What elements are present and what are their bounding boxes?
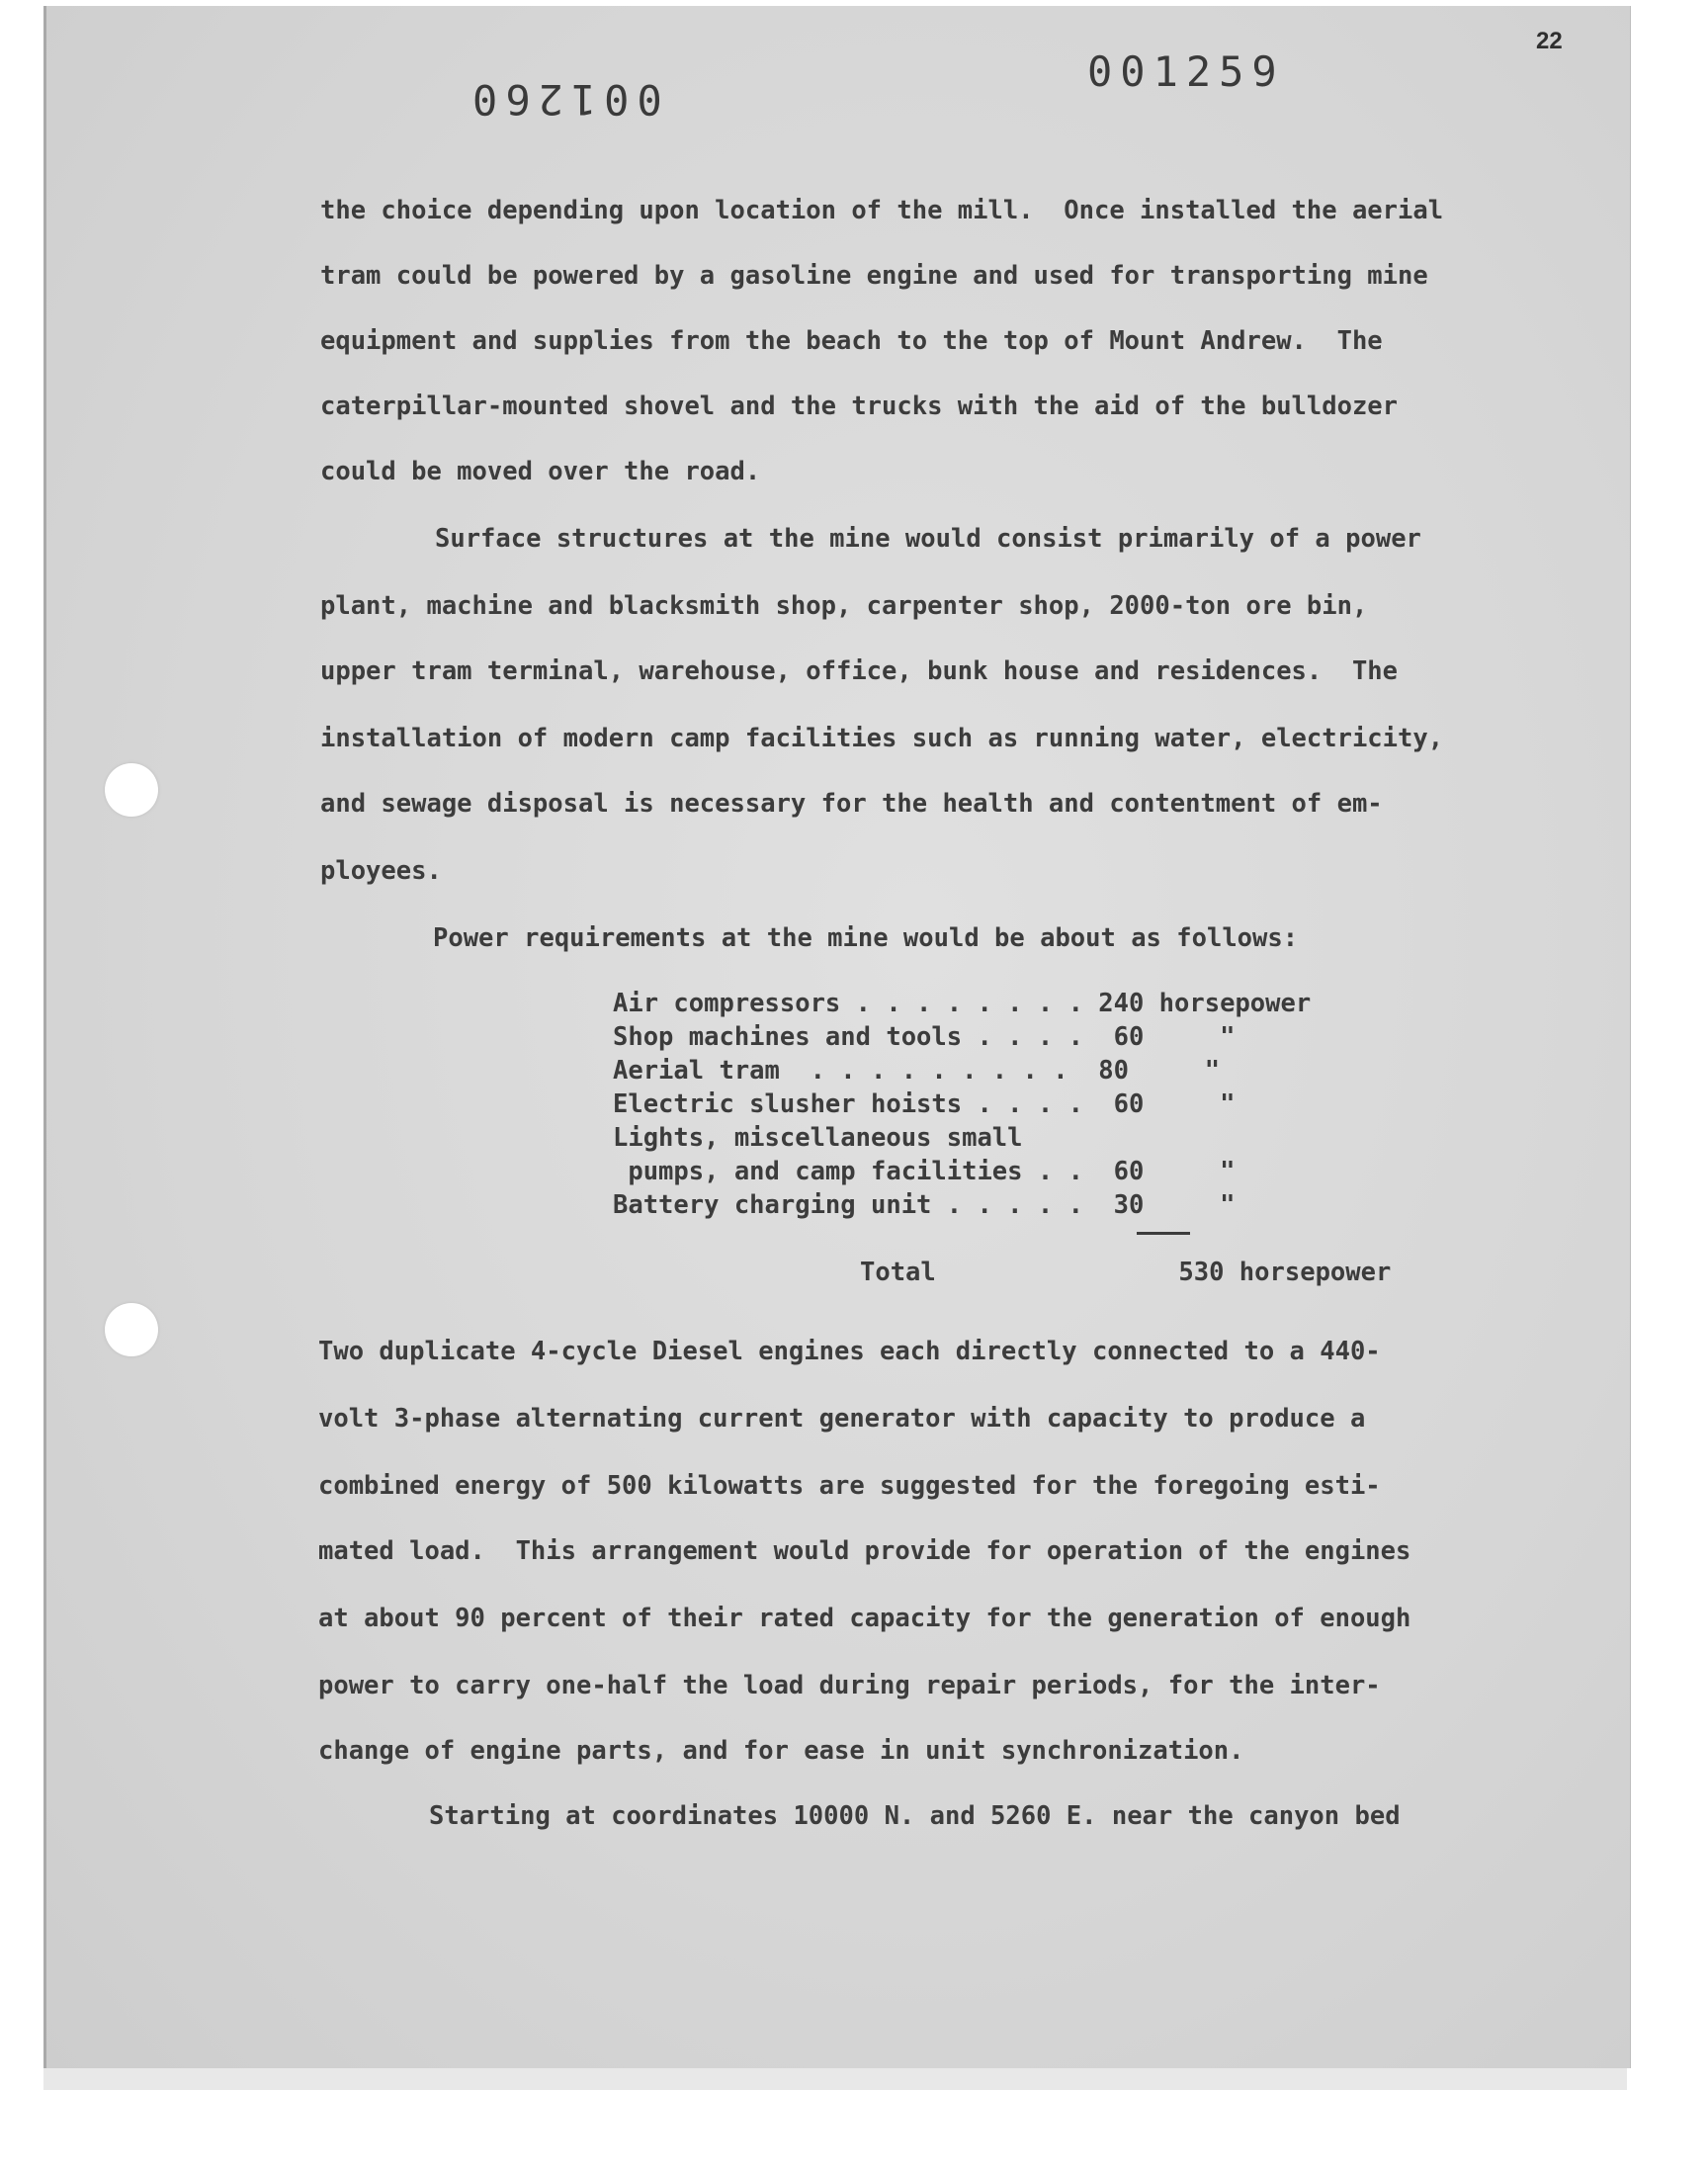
para1-line-4: caterpillar-mounted shovel and the trucks with the aid of the bulldozer: [320, 392, 1399, 421]
document-stamp: 001259: [1087, 47, 1285, 96]
para4-line-4: mated load. This arrangement would provide for operation of the engines: [318, 1536, 1411, 1566]
para2-line-4: installation of modern camp facilities such as running water, electricity,: [320, 724, 1444, 753]
power-row-aerial-tram: Aerial tram . . . . . . . . . 80 ": [613, 1056, 1221, 1086]
para4-line-7: change of engine parts, and for ease in unit synchronization.: [318, 1736, 1244, 1766]
power-row-slusher-hoists: Electric slusher hoists . . . . 60 ": [613, 1089, 1236, 1119]
para2-line-5: and sewage disposal is necessary for the health and contentment of em-: [320, 789, 1383, 819]
para2-line-6: ployees.: [320, 856, 442, 886]
para1-line-5: could be moved over the road.: [320, 457, 761, 486]
para2-line-2: plant, machine and blacksmith shop, carpenter shop, 2000-ton ore bin,: [320, 591, 1368, 621]
para2-line-3: upper tram terminal, warehouse, office, bunk house and residences. The: [320, 656, 1399, 686]
para5-line-1: Starting at coordinates 10000 N. and 5260 E. near the canyon bed: [429, 1801, 1401, 1831]
power-row-pumps: pumps, and camp facilities . . 60 ": [613, 1157, 1236, 1186]
power-row-shop-machines: Shop machines and tools . . . . 60 ": [613, 1022, 1236, 1052]
para2-line-1: Surface structures at the mine would consist primarily of a power: [435, 524, 1421, 554]
power-intro: Power requirements at the mine would be about as follows:: [433, 923, 1299, 953]
para1-line-1: the choice depending upon location of the mill. Once installed the aerial: [320, 196, 1444, 225]
para4-line-5: at about 90 percent of their rated capacity for the generation of enough: [318, 1604, 1411, 1633]
para4-line-1: Two duplicate 4-cycle Diesel engines each directly connected to a 440-: [318, 1337, 1381, 1366]
para4-line-3: combined energy of 500 kilowatts are suggested for the foregoing esti-: [318, 1471, 1381, 1501]
page-number: 22: [1536, 28, 1563, 54]
document-stamp-upside-down: 001260: [465, 75, 662, 124]
punch-hole-upper: [105, 763, 158, 817]
power-row-lights: Lights, miscellaneous small: [613, 1123, 1023, 1153]
para4-line-2: volt 3-phase alternating current generator with capacity to produce a: [318, 1404, 1366, 1434]
power-total: Total 530 horsepower: [860, 1258, 1392, 1287]
total-underline: [1137, 1232, 1190, 1235]
para1-line-2: tram could be powered by a gasoline engine and used for transporting mine: [320, 261, 1428, 291]
power-row-battery: Battery charging unit . . . . . 30 ": [613, 1190, 1236, 1220]
para1-line-3: equipment and supplies from the beach to the top of Mount Andrew. The: [320, 326, 1383, 356]
scan-bottom-edge: [43, 2068, 1627, 2090]
punch-hole-lower: [105, 1303, 158, 1356]
para4-line-6: power to carry one-half the load during repair periods, for the inter-: [318, 1671, 1381, 1700]
power-row-air-compressors: Air compressors . . . . . . . . 240 horsepower: [613, 989, 1312, 1018]
